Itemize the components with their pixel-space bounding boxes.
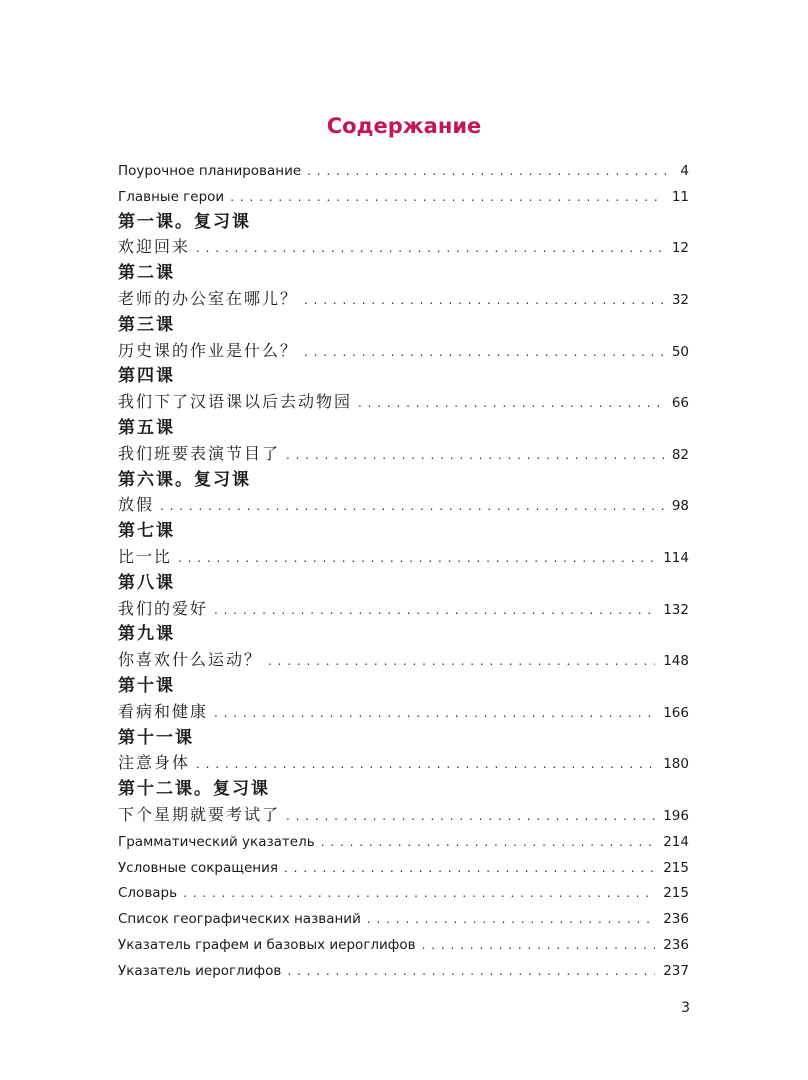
lesson-heading-row <box>118 465 689 491</box>
lesson-heading-row <box>118 207 689 233</box>
dot-leader <box>367 909 655 929</box>
toc-entry-row <box>118 800 689 826</box>
toc-entry-page: 236 <box>663 937 689 953</box>
toc-entry-row <box>118 826 689 852</box>
lesson-heading: 第十二课。复习课 <box>118 779 270 800</box>
toc-entry-row <box>118 877 689 903</box>
toc-entry-page: 114 <box>663 550 689 566</box>
toc-entry-row <box>118 697 689 723</box>
toc-entry-label: Условные сокращения <box>118 859 278 876</box>
toc-entry-page: 12 <box>671 240 689 257</box>
toc-entry-page: 66 <box>671 395 689 412</box>
toc-entry-label: 注意身体 <box>118 753 191 773</box>
dot-leader <box>284 858 655 878</box>
toc-entry <box>118 753 689 774</box>
dot-leader <box>422 935 656 955</box>
toc-entry <box>118 650 689 671</box>
lesson-heading-row <box>118 568 689 594</box>
toc-entry-row <box>118 852 689 878</box>
toc-entry-page: 214 <box>663 833 689 850</box>
dot-leader <box>268 651 655 671</box>
dot-leader <box>287 961 655 981</box>
toc-entry <box>118 832 689 852</box>
toc-entry-page: 82 <box>671 446 689 463</box>
toc-entry-page: 215 <box>663 859 689 876</box>
toc-entry <box>118 805 689 826</box>
toc-entry <box>118 883 689 903</box>
toc-entry-page: 50 <box>671 343 689 360</box>
toc-entry-row <box>118 594 689 620</box>
toc-entry <box>118 702 689 723</box>
lesson-heading: 第六课。复习课 <box>118 469 251 490</box>
toc-entry-label: 你喜欢什么运动？ <box>118 650 263 670</box>
toc-entry-label: 欢迎回来 <box>118 237 191 257</box>
toc-entry-page: 166 <box>663 704 689 721</box>
toc-entry-label: 下个星期就要考试了 <box>118 805 281 824</box>
toc-entry-page: 196 <box>663 808 689 824</box>
toc-entry-label: Указатель графем и базовых иероглифов <box>118 937 416 953</box>
toc-entry-label: Словарь <box>118 885 178 902</box>
toc-entry-page: 11 <box>671 188 689 205</box>
dot-leader <box>286 806 655 826</box>
toc-entry-page: 32 <box>671 292 689 308</box>
toc-entry-row <box>118 336 689 362</box>
toc-entry <box>118 935 689 955</box>
lesson-heading: 第四课 <box>118 366 175 387</box>
dot-leader <box>160 496 664 516</box>
toc-entry-label: 我们下了汉语课以后去动物园 <box>118 392 353 412</box>
dot-leader <box>358 393 664 413</box>
lesson-heading-row <box>118 723 689 749</box>
toc-entry <box>118 909 689 929</box>
toc-entry <box>118 444 689 465</box>
toc-entry-label: 我们班要表演节目了 <box>118 443 281 463</box>
toc-entry-row <box>118 284 689 310</box>
toc-entry-row <box>118 748 689 774</box>
toc-entry-page: 4 <box>680 163 689 179</box>
dot-leader <box>183 883 655 903</box>
toc-entry <box>118 187 689 207</box>
dot-leader <box>196 754 655 774</box>
toc-entry <box>118 392 689 413</box>
toc-entry-page: 132 <box>663 601 689 618</box>
toc-entry-row <box>118 645 689 671</box>
lesson-heading: 第十一课 <box>118 727 194 748</box>
toc-entry-label: Грамматический указатель <box>118 833 315 850</box>
toc-entry-label: 看病和健康 <box>118 701 209 721</box>
toc-entry-page: 215 <box>663 885 689 902</box>
lesson-heading: 第十课 <box>118 676 175 696</box>
toc-entry <box>118 961 689 981</box>
toc-entry-row <box>118 955 689 981</box>
toc-entry-label: 放假 <box>118 495 155 515</box>
dot-leader <box>286 445 664 465</box>
toc-entry-row <box>118 903 689 929</box>
toc-entry-row <box>118 542 689 568</box>
toc-entry-page: 237 <box>663 962 689 979</box>
lesson-heading: 第九课 <box>118 624 175 645</box>
toc-entry <box>118 237 689 258</box>
toc-entry <box>118 341 689 362</box>
toc-entry-row <box>118 155 689 181</box>
toc-entry <box>118 599 689 620</box>
toc-entry-row <box>118 387 689 413</box>
toc-entry-label: 老师的办公室在哪儿？ <box>118 289 299 308</box>
toc-entry-label: Список географических названий <box>118 911 361 928</box>
toc-entry-page: 180 <box>663 756 689 773</box>
page-number: 3 <box>681 1000 690 1016</box>
toc-entry <box>118 858 689 878</box>
lesson-heading-row <box>118 310 689 336</box>
dot-leader <box>304 342 664 362</box>
lesson-heading-row <box>118 774 689 800</box>
dot-leader <box>230 187 664 207</box>
dot-leader <box>214 703 655 723</box>
toc-entry-row <box>118 181 689 207</box>
toc-entry-row <box>118 929 689 955</box>
lesson-heading-row <box>118 258 689 284</box>
lesson-heading: 第一课。复习课 <box>118 211 251 232</box>
toc-entry-page: 236 <box>663 911 689 928</box>
lesson-heading-row <box>118 361 689 387</box>
toc-entry-page: 98 <box>671 498 689 515</box>
lesson-heading: 第七课 <box>118 521 175 542</box>
toc-entry <box>118 547 689 568</box>
toc-entry <box>118 495 689 516</box>
toc-entry <box>118 161 689 181</box>
lesson-heading: 第八课 <box>118 572 175 593</box>
lesson-heading: 第五课 <box>118 418 175 438</box>
toc-entry-label: 历史课的作业是什么？ <box>118 340 299 360</box>
toc-entry-label: Главные герои <box>118 188 225 205</box>
lesson-heading: 第二课 <box>118 263 175 284</box>
toc-entry-label: Поурочное планирование <box>118 163 302 179</box>
lesson-heading-row <box>118 413 689 439</box>
dot-leader <box>214 600 655 620</box>
toc-entry-label: 我们的爱好 <box>118 598 209 618</box>
lesson-heading-row <box>118 671 689 697</box>
dot-leader <box>196 238 664 258</box>
toc-entry-row <box>118 439 689 465</box>
toc-entry-label: 比一比 <box>118 547 173 566</box>
toc-entry-row <box>118 232 689 258</box>
page-title: Содержание <box>326 114 482 138</box>
toc-entry-label: Указатель иероглифов <box>118 962 282 979</box>
toc-entry <box>118 289 689 310</box>
dot-leader <box>178 548 655 568</box>
dot-leader <box>307 161 672 181</box>
dot-leader <box>304 290 664 310</box>
lesson-heading: 第三课 <box>118 314 175 335</box>
lesson-heading-row <box>118 619 689 645</box>
toc-entry-row <box>118 490 689 516</box>
toc-entry-page: 148 <box>663 653 689 670</box>
dot-leader <box>321 832 656 852</box>
lesson-heading-row <box>118 516 689 542</box>
